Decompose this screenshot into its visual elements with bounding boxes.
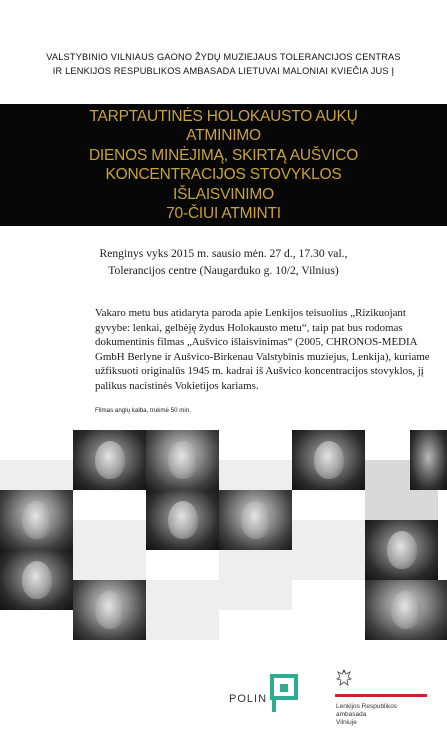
mosaic-tile <box>146 580 219 640</box>
portrait-photo <box>219 490 292 550</box>
title-line-1: TARPTAUTINĖS HOLOKAUSTO AUKŲ ATMINIMO <box>89 107 358 144</box>
event-date-time: Renginys vyks 2015 m. sausio mėn. 27 d., 17.30 val., <box>99 247 348 260</box>
polin-logo-icon <box>270 674 300 714</box>
event-details <box>0 246 447 279</box>
title-line-3: KONCENTRACIJOS STOVYKLOS IŠLAISVINIMO <box>105 166 342 203</box>
event-description: Vakaro metu bus atidaryta paroda apie Lenkijos teisuolius „Rizikuojant gyvybe: lenkai, gelbėję žydus Holokausto metu“, taip pat bus rodomas dokumentinis filmas „Aušvico išlaisvinimas“ (2005, CHRONOS-MEDIA GmbH Berlyne ir Aušvico-Birkenau Valstybinis muziejus, Lenkija), kuriame užfiksuoti originalūs 1945 m. kadrai iš Aušvico koncentracijos stovyklos, jį palikus nacistinės Vokietijos kariams. <box>95 307 430 392</box>
portrait-photo <box>0 490 73 550</box>
photo-mosaic <box>0 430 447 680</box>
polish-flag-stripe <box>335 694 427 697</box>
header-line-2: IR LENKIJOS RESPUBLIKOS AMBASADA LIETUVAI MALONIAI KVIEČIA JUS Į <box>52 66 395 76</box>
title-line-4: 70-ČIUI ATMINTI <box>166 205 281 222</box>
portrait-photo <box>146 430 219 490</box>
portrait-photo <box>292 430 365 490</box>
title-line-2: DIENOS MINĖJIMĄ, SKIRTĄ AUŠVICO <box>88 146 359 164</box>
portrait-photo <box>410 430 447 490</box>
embassy-line-3: Vilniuje <box>336 719 357 727</box>
portrait-photo <box>365 580 447 640</box>
embassy-logo-text <box>336 703 426 728</box>
event-venue: Tolerancijos centre (Naugarduko g. 10/2, Vilnius) <box>108 263 339 277</box>
embassy-line-1: Lenkijos Respublikos <box>336 703 398 710</box>
mosaic-tile <box>73 520 146 580</box>
portrait-photo <box>365 520 438 580</box>
embassy-line-2: ambasada <box>336 711 367 719</box>
film-note: Filmas anglų kalba, trukmė 50 min. <box>95 407 191 414</box>
portrait-photo <box>73 580 146 640</box>
polin-logo-text: POLIN <box>229 693 268 705</box>
portrait-photo <box>73 430 146 490</box>
mosaic-tile <box>219 550 292 610</box>
invitation-header <box>0 50 447 78</box>
header-line-1: VALSTYBINIO VILNIAUS GAONO ŽYDŲ MUZIEJAUS TOLERANCIJOS CENTRAS <box>46 52 401 62</box>
portrait-photo <box>146 490 219 550</box>
portrait-photo <box>0 550 73 610</box>
mosaic-tile <box>292 520 365 580</box>
polish-eagle-icon <box>335 668 353 690</box>
title-banner <box>0 104 447 226</box>
event-title <box>54 107 394 224</box>
